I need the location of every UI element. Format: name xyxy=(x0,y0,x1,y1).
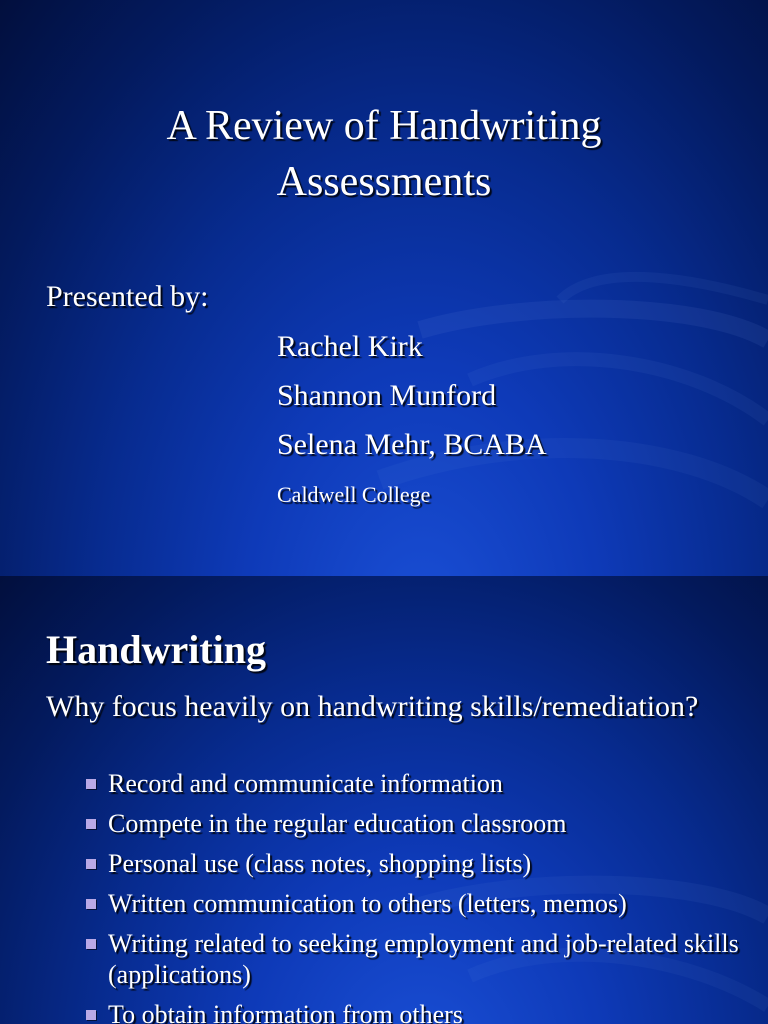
presented-by-label: Presented by: xyxy=(46,280,209,313)
square-bullet-icon xyxy=(86,939,96,949)
title-line-2: Assessments xyxy=(276,159,492,205)
slide-heading: Handwriting xyxy=(46,627,267,672)
presenter-name: Shannon Munford xyxy=(277,379,497,412)
slide-title xyxy=(0,98,768,210)
list-item-text: Record and communicate information xyxy=(108,769,503,798)
content-slide xyxy=(0,576,768,1024)
list-item xyxy=(84,768,744,799)
list-item xyxy=(84,808,744,839)
lead-question: Why focus heavily on handwriting skills/remediation? xyxy=(46,690,699,723)
title-line-1: A Review of Handwriting xyxy=(166,103,602,149)
list-item-text: Written communication to others (letters, memos) xyxy=(108,889,627,918)
square-bullet-icon xyxy=(86,779,96,789)
bullet-list xyxy=(84,768,744,1024)
list-item xyxy=(84,928,744,990)
square-bullet-icon xyxy=(86,899,96,909)
list-item xyxy=(84,999,744,1024)
presenter-name: Selena Mehr, BCABA xyxy=(277,428,547,461)
institution-name: Caldwell College xyxy=(277,482,431,507)
list-item xyxy=(84,888,744,919)
list-item-text: To obtain information from others xyxy=(108,1000,463,1024)
list-item-text: Personal use (class notes, shopping lists) xyxy=(108,849,532,878)
list-item-text: Writing related to seeking employment and job-related skills (applications) xyxy=(108,929,739,989)
square-bullet-icon xyxy=(86,1010,96,1020)
presenter-name: Rachel Kirk xyxy=(277,330,423,363)
list-item-text: Compete in the regular education classroom xyxy=(108,809,567,838)
list-item xyxy=(84,848,744,879)
square-bullet-icon xyxy=(86,859,96,869)
square-bullet-icon xyxy=(86,819,96,829)
